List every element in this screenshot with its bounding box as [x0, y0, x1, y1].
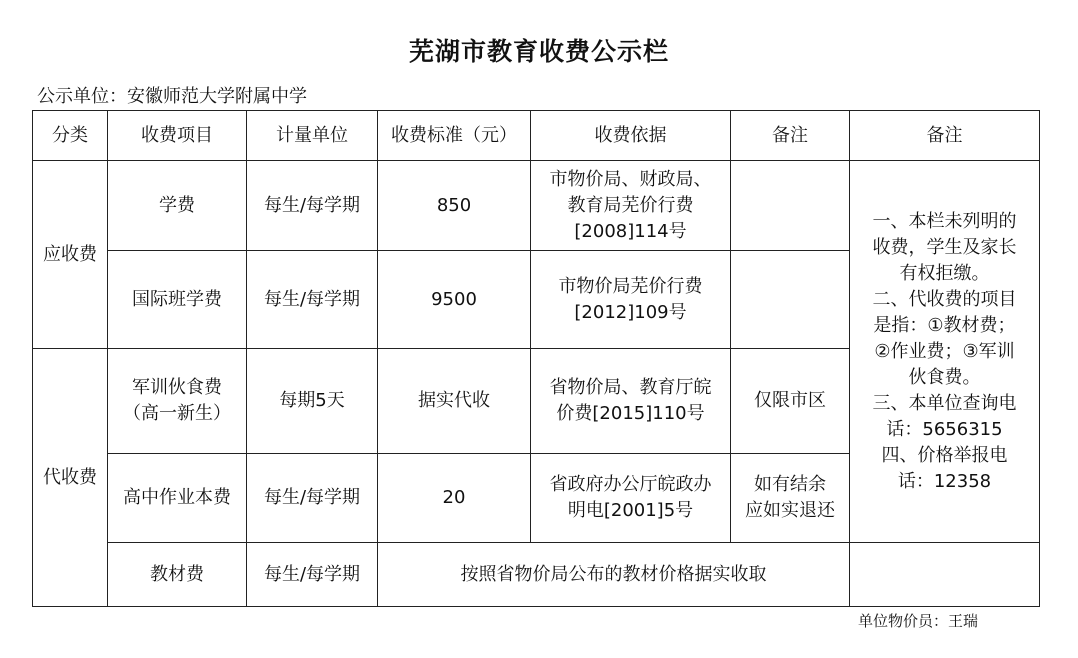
- fee-basis: [531, 349, 731, 454]
- fee-unit: 每生/每学期: [247, 251, 378, 349]
- fee-note: [731, 161, 850, 251]
- remarks-cell: [850, 161, 1040, 543]
- fee-standard: 20: [378, 454, 531, 543]
- remark-line: ②作业费；③军训: [874, 340, 1015, 362]
- fee-unit: 每生/每学期: [247, 543, 378, 607]
- fee-unit: 每生/每学期: [247, 454, 378, 543]
- fee-standard: 9500: [378, 251, 531, 349]
- note-line: 应如实退还: [745, 500, 835, 521]
- note-line: 如有结余: [754, 474, 826, 495]
- remark-line: 是指：①教材费；: [873, 314, 1016, 336]
- fee-standard: 据实代收: [378, 349, 531, 454]
- remark-line: 有权拒缴。: [899, 262, 990, 284]
- fee-basis: [531, 161, 731, 251]
- basis-line: 省政府办公厅皖政办: [549, 474, 712, 495]
- fee-standard: 850: [378, 161, 531, 251]
- header-row: [33, 111, 1040, 161]
- basis-line: 明电[2001]5号: [567, 500, 694, 521]
- remark-line: 收费，学生及家长: [872, 236, 1017, 258]
- item-line: （高一新生）: [123, 403, 231, 424]
- fee-note: [731, 349, 850, 454]
- category-receivable: 应收费: [33, 161, 108, 349]
- item-line: 军训伙食费: [132, 377, 222, 398]
- header-item: 收费项目: [108, 111, 247, 161]
- remarks-cell-empty: [850, 543, 1040, 607]
- textbook-fee-note: 按照省物价局公布的教材价格据实收取: [378, 543, 850, 607]
- header-standard: 收费标准（元）: [378, 111, 531, 161]
- fee-table: [32, 110, 1040, 607]
- page-title: 芜湖市教育收费公示栏: [408, 37, 669, 66]
- fee-note: [731, 454, 850, 543]
- header-remarks: 备注: [850, 111, 1040, 161]
- remark-line: 伙食费。: [908, 366, 981, 388]
- remark-line: 一、本栏未列明的: [872, 210, 1017, 232]
- fee-note: [731, 251, 850, 349]
- fee-item: 高中作业本费: [108, 454, 247, 543]
- header-category: 分类: [33, 111, 108, 161]
- price-officer: 单位物价员：王瑞: [858, 612, 979, 630]
- note-line: 仅限市区: [754, 390, 826, 411]
- basis-line: 省物价局、教育厅皖: [549, 377, 712, 398]
- basis-line: [2008]114号: [574, 220, 687, 242]
- header-note: 备注: [731, 111, 850, 161]
- category-collected: 代收费: [33, 349, 108, 607]
- fee-item: [108, 349, 247, 454]
- fee-item: 学费: [108, 161, 247, 251]
- header-unit: 计量单位: [247, 111, 378, 161]
- fee-item: 国际班学费: [108, 251, 247, 349]
- fee-basis: [531, 251, 731, 349]
- basis-line: 教育局芜价行费: [567, 194, 694, 216]
- remark-line: 四、价格举报电: [881, 444, 1008, 466]
- basis-line: 市物价局芜价行费: [558, 275, 703, 297]
- remark-line: 话：5656315: [886, 418, 1003, 440]
- remark-line: 话：12358: [897, 470, 992, 492]
- table-row: [33, 543, 1040, 607]
- basis-line: [2012]109号: [574, 301, 687, 323]
- fee-item: 教材费: [108, 543, 247, 607]
- remark-line: 三、本单位查询电: [872, 392, 1017, 414]
- basis-line: 市物价局、财政局、: [549, 168, 712, 190]
- fee-unit: 每期5天: [247, 349, 378, 454]
- fee-unit: 每生/每学期: [247, 161, 378, 251]
- table-row: [33, 161, 1040, 251]
- basis-line: 价费[2015]110号: [556, 403, 705, 424]
- remark-line: 二、代收费的项目: [872, 288, 1017, 310]
- publishing-unit: 公示单位：安徽师范大学附属中学: [37, 86, 307, 107]
- fee-basis: [531, 454, 731, 543]
- header-basis: 收费依据: [531, 111, 731, 161]
